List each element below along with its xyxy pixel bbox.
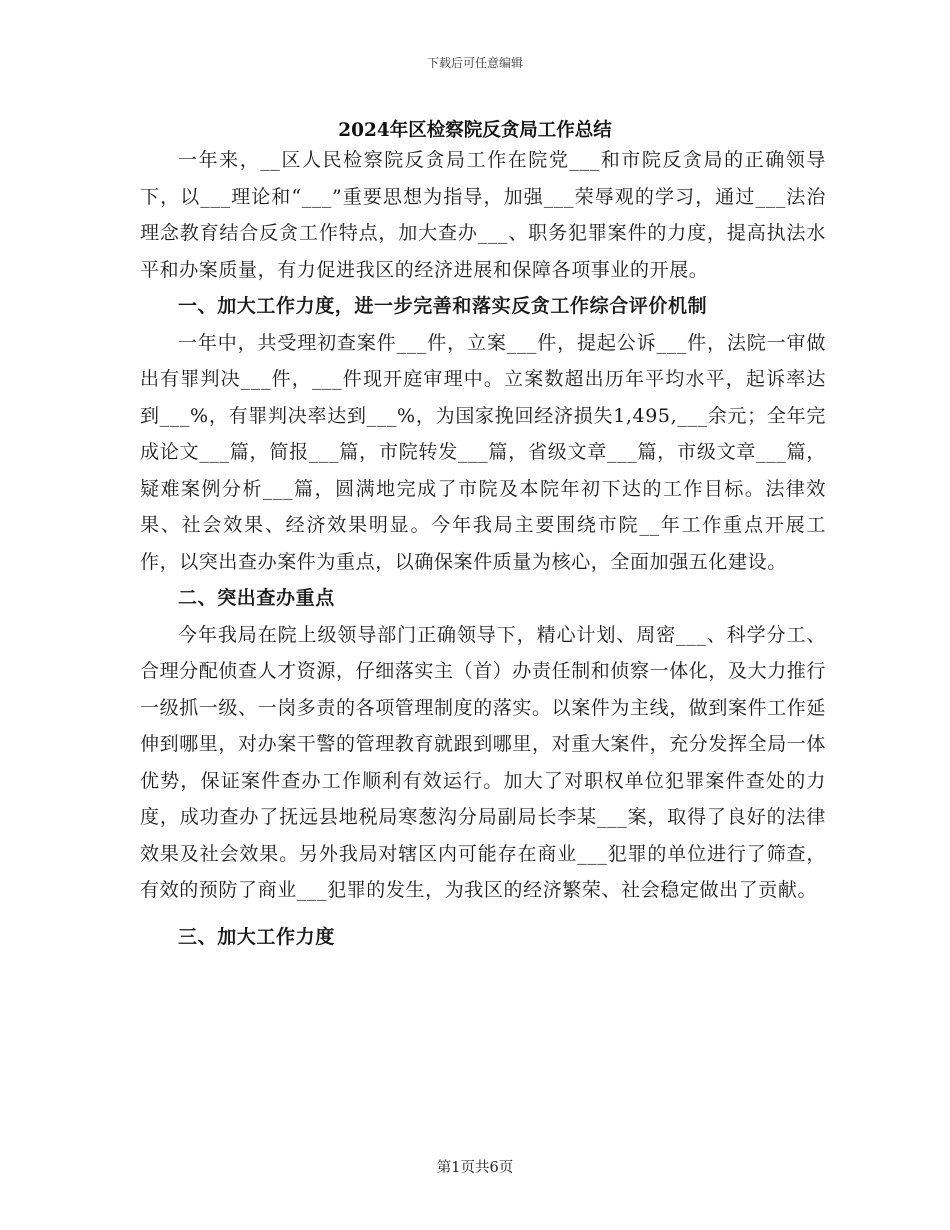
header-note: 下载后可任意编辑 — [426, 56, 523, 70]
document-body — [140, 142, 826, 955]
section-3-heading: 三、加大工作力度 — [178, 925, 335, 948]
section-2-paragraph: 今年我局在院上级领导部门正确领导下，精心计划、周密___、科学分工、合理分配侦查人才资源，仔细落实主（首）办责任制和侦察一体化，及大力推行一级抓一级、一岗多责的各项管理制度的落实。以案件为主线，做到案件工作延伸到哪里，对办案干警的管理教育就跟到哪里，对重大案件，充分发挥全局一体优势，保证案件查办工作顺利有效运行。加大了对职权单位犯罪案件查处的力度，成功查办了抚远县地税局寒葱沟分局副局长李某___案，取得了良好的法律效果及社会效果。另外我局对辖区内可能存在商业___犯罪的单位进行了筛查，有效的预防了商业___犯罪的发生，为我区的经济繁荣、社会稳定做出了贡献。 — [140, 623, 827, 901]
section-2-heading: 二、突出查办重点 — [178, 587, 335, 609]
section-1-heading: 一、加大工作力度，进一步完善和落实反贪工作综合评价机制 — [178, 295, 708, 317]
page-footer: 第1页共6页 — [436, 1160, 514, 1176]
intro-paragraph: 一年来，__区人民检察院反贪局工作在院党___和市院反贪局的正确领导下，以___理论和“___”重要思想为指导，加强___荣辱观的学习，通过___法治理念教育结合反贪工作特点，加大查办___、职务犯罪案件的力度，提高执法水平和办案质量，有力促进我区的经济进展和保障各项事业的开展。 — [140, 149, 826, 281]
section-1-paragraph: 一年中，共受理初查案件___件，立案___件，提起公诉___件，法院一审做出有罪判决___件，___件现开庭审理中。立案数超出历年平均水平，起诉率达到___%，有罪判决率达到___%，为国家挽回经济损失1,495,___余元；全年完成论文___篇，简报___篇，市院转发___篇，省级文章___篇，市级文章___篇，疑难案例分析___篇，圆满地完成了市院及本院年初下达的工作目标。法律效果、社会效果、经济效果明显。今年我局主要围绕市院__年工作重点开展工作，以突出查办案件为重点，以确保案件质量为核心，全面加强五化建设。 — [140, 331, 826, 573]
document-title: 2024年区检察院反贪局工作总结 — [338, 120, 612, 141]
